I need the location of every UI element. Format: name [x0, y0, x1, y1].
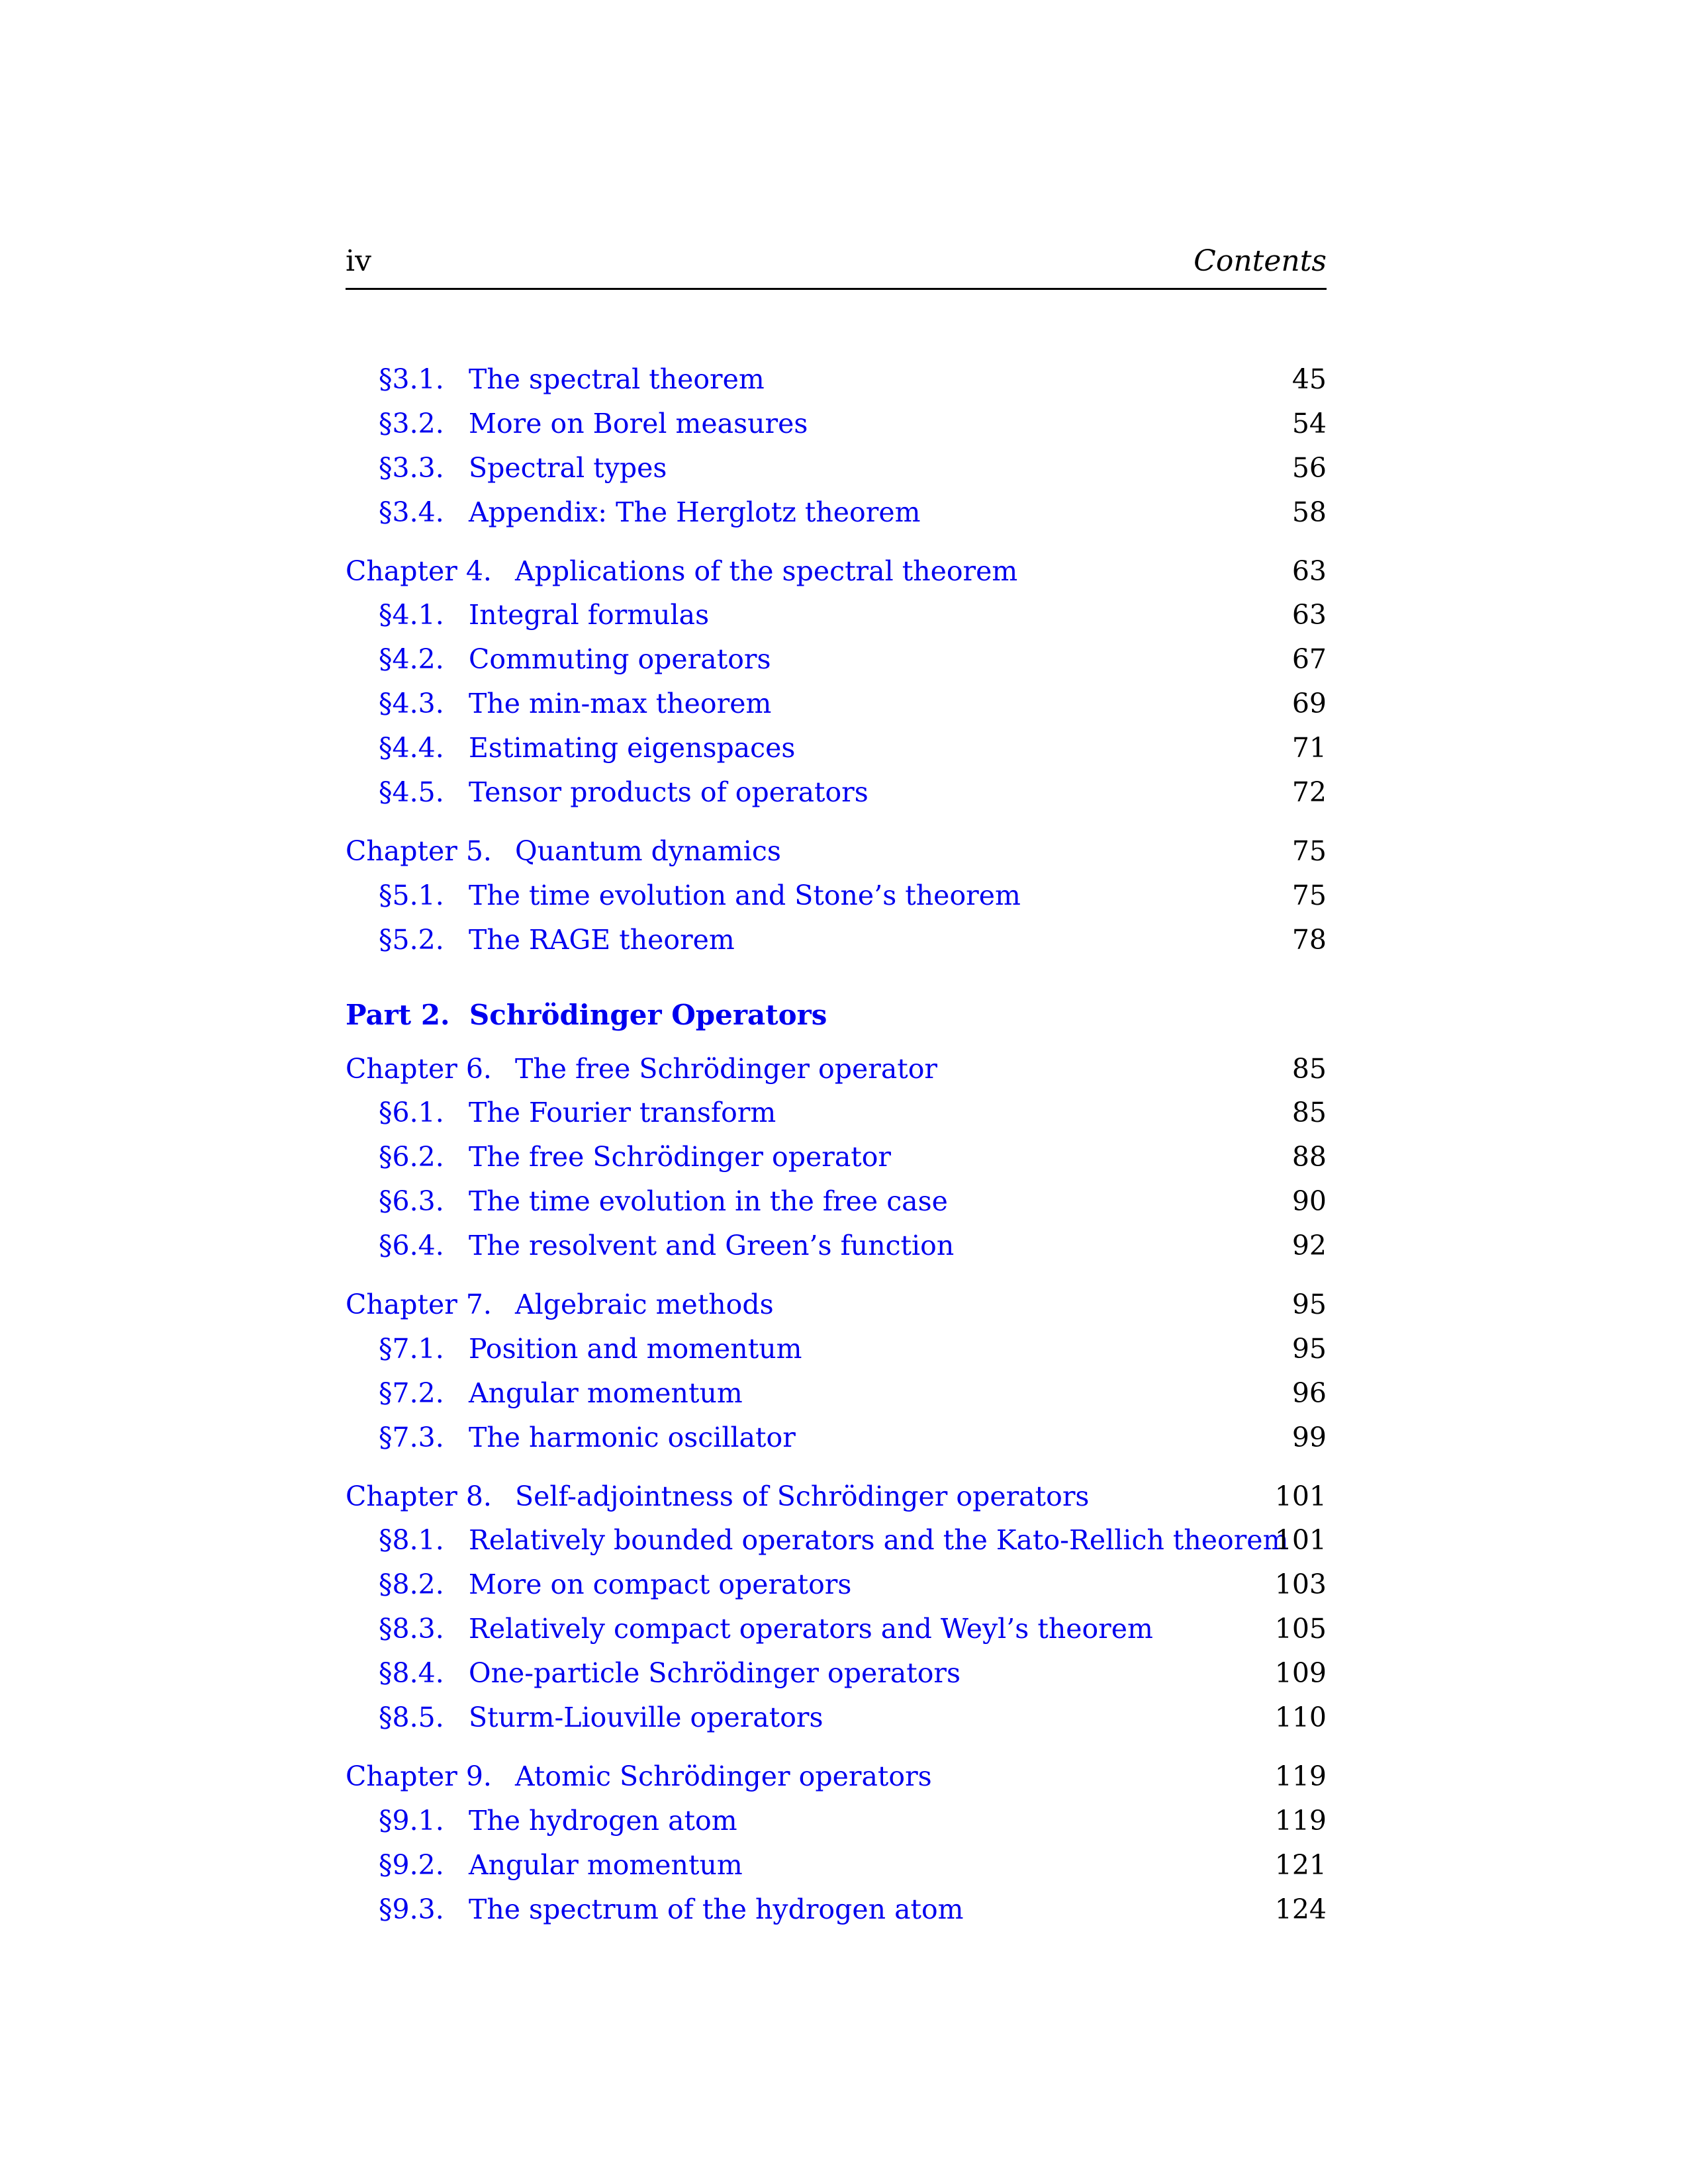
section-number[interactable]: §8.1.: [379, 1524, 444, 1557]
page-number: 119: [1274, 1760, 1327, 1792]
page-number: 75: [1291, 835, 1327, 867]
section-number[interactable]: §8.5.: [379, 1702, 444, 1734]
toc-section-entry[interactable]: [346, 1651, 1327, 1696]
part-title-link[interactable]: Part 2. Schrödinger Operators: [346, 998, 827, 1031]
section-title-link[interactable]: The time evolution in the free case: [469, 1185, 948, 1218]
toc-section-entry[interactable]: [346, 490, 1327, 535]
section-title-link[interactable]: The spectrum of the hydrogen atom: [469, 1893, 964, 1925]
header-page-number: iv: [346, 244, 371, 278]
section-title-link[interactable]: Tensor products of operators: [469, 776, 868, 809]
page-number: 85: [1291, 1097, 1327, 1129]
toc-section-entry[interactable]: [346, 1135, 1327, 1179]
toc-section-entry[interactable]: [346, 357, 1327, 402]
page-number: 95: [1291, 1289, 1327, 1321]
page-number: 63: [1291, 599, 1327, 631]
page-number: 90: [1291, 1185, 1327, 1218]
running-header: [346, 242, 1327, 290]
section-title-link[interactable]: Appendix: The Herglotz theorem: [469, 496, 921, 528]
page-number: 101: [1274, 1480, 1327, 1512]
page-number: 75: [1291, 879, 1327, 911]
section-number[interactable]: §4.1.: [379, 599, 444, 631]
page-number: 45: [1291, 363, 1327, 395]
section-title-link[interactable]: The resolvent and Green’s function: [469, 1230, 955, 1262]
chapter-title-link[interactable]: The free Schrödinger operator: [515, 1052, 938, 1085]
page-number: 72: [1291, 776, 1327, 809]
page-number: 58: [1291, 496, 1327, 528]
page-number: 105: [1274, 1613, 1327, 1645]
page-number: 101: [1274, 1524, 1327, 1557]
section-title-link[interactable]: More on Borel measures: [469, 407, 808, 439]
section-title-link[interactable]: The spectral theorem: [469, 363, 765, 395]
page-number: 56: [1291, 451, 1327, 484]
page-number: 124: [1274, 1893, 1327, 1925]
page-number: 109: [1274, 1657, 1327, 1690]
section-title-link[interactable]: More on compact operators: [469, 1569, 852, 1601]
section-title-link[interactable]: Position and momentum: [469, 1332, 802, 1365]
section-number[interactable]: §6.1.: [379, 1097, 444, 1129]
section-number[interactable]: §7.3.: [379, 1421, 444, 1453]
chapter-number[interactable]: Chapter 9.: [346, 1760, 492, 1792]
page-number: 88: [1291, 1141, 1327, 1173]
section-number[interactable]: §4.2.: [379, 643, 444, 676]
toc-chapter-entry[interactable]: [346, 1754, 1327, 1799]
toc-section-entry[interactable]: [346, 1327, 1327, 1371]
section-title-link[interactable]: The RAGE theorem: [469, 923, 735, 956]
section-title-link[interactable]: The harmonic oscillator: [469, 1421, 796, 1453]
toc-section-entry[interactable]: [346, 593, 1327, 637]
page-number: 54: [1291, 407, 1327, 439]
page-number: 110: [1274, 1702, 1327, 1734]
toc-chapter-entry[interactable]: [346, 1283, 1327, 1327]
page-number: 96: [1291, 1377, 1327, 1409]
toc-section-entry[interactable]: [346, 1843, 1327, 1888]
toc-section-entry[interactable]: [346, 1607, 1327, 1651]
toc-section-entry[interactable]: [346, 1371, 1327, 1416]
section-number[interactable]: §7.2.: [379, 1377, 444, 1409]
toc-section-entry[interactable]: [346, 918, 1327, 962]
section-title-link[interactable]: Angular momentum: [469, 1848, 743, 1881]
section-number[interactable]: §3.4.: [379, 496, 444, 528]
page-number: 95: [1291, 1332, 1327, 1365]
section-number[interactable]: §3.2.: [379, 407, 444, 439]
section-title-link[interactable]: Estimating eigenspaces: [469, 732, 796, 764]
section-title-link[interactable]: Commuting operators: [469, 643, 771, 676]
section-title-link[interactable]: Integral formulas: [469, 599, 710, 631]
page-number: 121: [1274, 1848, 1327, 1881]
toc-section-entry[interactable]: [346, 1799, 1327, 1843]
toc-section-entry[interactable]: [346, 402, 1327, 446]
section-number[interactable]: §3.3.: [379, 451, 444, 484]
section-title-link[interactable]: Relatively bounded operators and the Kato-Rellich theorem: [469, 1524, 1289, 1557]
toc-section-entry[interactable]: [346, 1888, 1327, 1932]
section-number[interactable]: §6.3.: [379, 1185, 444, 1218]
chapter-title-link[interactable]: Self-adjointness of Schrödinger operators: [515, 1480, 1090, 1512]
toc-chapter-entry[interactable]: [346, 829, 1327, 874]
section-number[interactable]: §3.1.: [379, 363, 444, 395]
header-title: Contents: [1194, 244, 1327, 278]
toc-section-entry[interactable]: [346, 637, 1327, 682]
chapter-number[interactable]: Chapter 7.: [346, 1289, 492, 1321]
section-title-link[interactable]: The time evolution and Stone’s theorem: [469, 879, 1021, 911]
section-title-link[interactable]: One-particle Schrödinger operators: [469, 1657, 961, 1690]
table-of-contents: [346, 357, 1327, 1932]
section-title-link[interactable]: Relatively compact operators and Weyl’s theorem: [469, 1613, 1153, 1645]
section-number[interactable]: §9.1.: [379, 1804, 444, 1837]
toc-section-entry[interactable]: [346, 682, 1327, 726]
page-number: 92: [1291, 1230, 1327, 1262]
section-number[interactable]: §8.4.: [379, 1657, 444, 1690]
toc-part-heading[interactable]: [346, 987, 1327, 1043]
toc-section-entry[interactable]: [346, 446, 1327, 490]
section-number[interactable]: §6.4.: [379, 1230, 444, 1262]
chapter-number[interactable]: Chapter 8.: [346, 1480, 492, 1512]
section-title-link[interactable]: Angular momentum: [469, 1377, 743, 1409]
toc-chapter-entry[interactable]: [346, 549, 1327, 594]
toc-chapter-entry[interactable]: [346, 1475, 1327, 1519]
section-title-link[interactable]: Spectral types: [469, 451, 667, 484]
section-title-link[interactable]: The free Schrödinger operator: [469, 1141, 892, 1173]
page-number: 71: [1291, 732, 1327, 764]
section-title-link[interactable]: Sturm-Liouville operators: [469, 1702, 823, 1734]
toc-section-entry[interactable]: [346, 1518, 1327, 1563]
section-number[interactable]: §5.1.: [379, 879, 444, 911]
section-number[interactable]: §8.3.: [379, 1613, 444, 1645]
section-number[interactable]: §9.2.: [379, 1848, 444, 1881]
toc-section-entry[interactable]: [346, 726, 1327, 770]
section-title-link[interactable]: The min-max theorem: [469, 688, 772, 720]
section-number[interactable]: §4.4.: [379, 732, 444, 764]
section-number[interactable]: §7.1.: [379, 1332, 444, 1365]
page-number: 63: [1291, 555, 1327, 587]
page-number: 99: [1291, 1421, 1327, 1453]
chapter-title-link[interactable]: Quantum dynamics: [515, 835, 781, 867]
chapter-title-link[interactable]: Algebraic methods: [515, 1289, 774, 1321]
page-number: 85: [1291, 1052, 1327, 1085]
section-number[interactable]: §6.2.: [379, 1141, 444, 1173]
section-number[interactable]: §4.5.: [379, 776, 444, 809]
page-number: 103: [1274, 1569, 1327, 1601]
toc-chapter-entry[interactable]: [346, 1047, 1327, 1091]
chapter-title-link[interactable]: Atomic Schrödinger operators: [515, 1760, 932, 1792]
chapter-title-link[interactable]: Applications of the spectral theorem: [515, 555, 1018, 587]
toc-section-entry[interactable]: [346, 1091, 1327, 1135]
page-number: 67: [1291, 643, 1327, 676]
section-number[interactable]: §9.3.: [379, 1893, 444, 1925]
toc-section-entry[interactable]: [346, 1696, 1327, 1740]
page-number: 119: [1274, 1804, 1327, 1837]
toc-section-entry[interactable]: [346, 1416, 1327, 1460]
page-number: 78: [1291, 923, 1327, 956]
chapter-number[interactable]: Chapter 4.: [346, 555, 492, 587]
section-number[interactable]: §8.2.: [379, 1569, 444, 1601]
toc-section-entry[interactable]: [346, 770, 1327, 815]
section-number[interactable]: §5.2.: [379, 923, 444, 956]
chapter-number[interactable]: Chapter 5.: [346, 835, 492, 867]
section-number[interactable]: §4.3.: [379, 688, 444, 720]
toc-section-entry[interactable]: [346, 874, 1327, 918]
toc-section-entry[interactable]: [346, 1563, 1327, 1607]
toc-section-entry[interactable]: [346, 1179, 1327, 1224]
section-title-link[interactable]: The hydrogen atom: [469, 1804, 737, 1837]
toc-section-entry[interactable]: [346, 1224, 1327, 1268]
section-title-link[interactable]: The Fourier transform: [469, 1097, 776, 1129]
chapter-number[interactable]: Chapter 6.: [346, 1052, 492, 1085]
page-number: 69: [1291, 688, 1327, 720]
